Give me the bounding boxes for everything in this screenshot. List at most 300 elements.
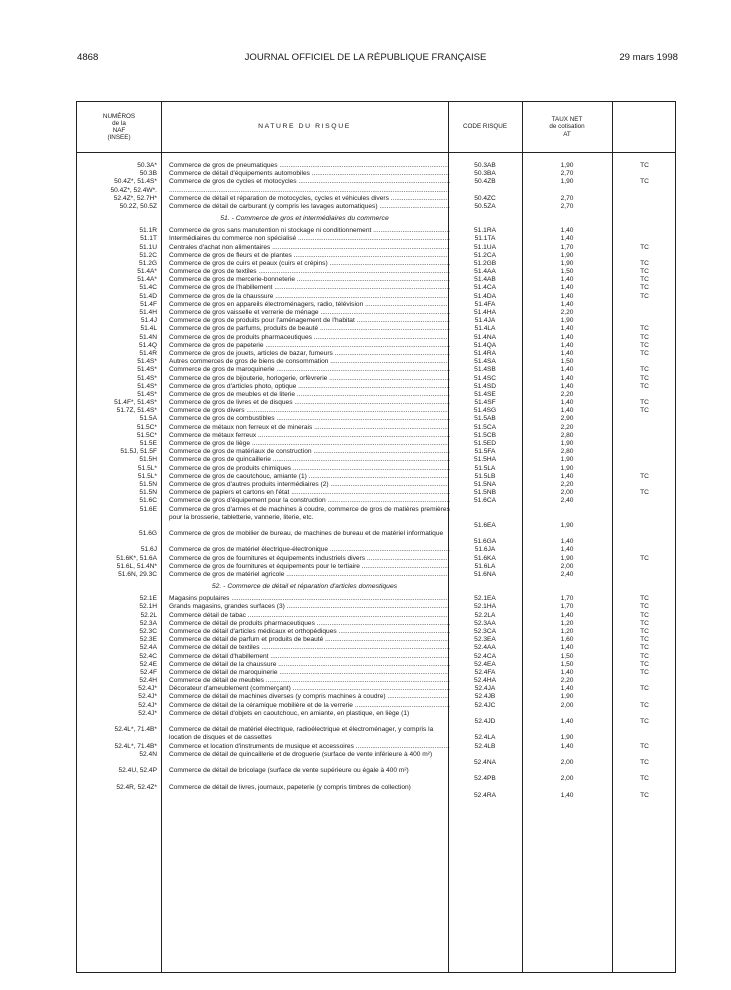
risk-code: 51.5FA xyxy=(474,448,496,456)
tc-flag: TC xyxy=(640,243,649,251)
naf-code: 51.6J xyxy=(140,546,157,554)
net-rate: 1,40 xyxy=(560,349,574,357)
net-rate: 1,40 xyxy=(560,300,574,308)
risk-label: Commerce de gros de produits pour l'aménagement de l'habitat ..... xyxy=(169,317,450,325)
risk-code: 52.4CA xyxy=(474,652,496,660)
risk-label: Commerce de détail de textiles ..... xyxy=(169,644,450,652)
risk-code: 51.4JA xyxy=(474,317,496,325)
table-row xyxy=(77,555,677,563)
risk-code: 51.5LB xyxy=(474,472,496,480)
risk-code: 51.1TA xyxy=(474,235,496,243)
tc-flag: TC xyxy=(640,259,649,267)
table-row xyxy=(77,178,677,186)
net-rate: 2,00 xyxy=(560,489,574,497)
table-row xyxy=(77,473,677,481)
risk-label: Commerce de détail de bricolage (surface de vente supérieure ou égale à 400 m²) xyxy=(169,767,409,775)
table-row xyxy=(77,325,677,333)
table-row xyxy=(77,530,677,546)
risk-code: 52.4JB xyxy=(474,693,496,701)
risk-label: Centrales d'achat non alimentaires ..... xyxy=(169,244,450,252)
naf-code: 51.4N xyxy=(139,333,157,341)
net-rate: 1,90 xyxy=(560,251,574,259)
risk-code: 51.5HA xyxy=(474,456,496,464)
table-row xyxy=(77,334,677,342)
net-rate: 1,40 xyxy=(560,668,574,676)
net-rate: 1,70 xyxy=(560,243,574,251)
table-row xyxy=(77,415,677,423)
risk-label: Commerce de gros de fleurs et de plantes ..... xyxy=(169,252,450,260)
header-line: TAUX NET xyxy=(551,116,583,124)
naf-code: 51.5E xyxy=(139,440,157,447)
risk-code: 52.1HA xyxy=(474,603,496,611)
table-row xyxy=(77,424,677,432)
risk-code: 51.4LA xyxy=(474,325,496,333)
risk-code: 52.3AA xyxy=(474,619,496,627)
naf-code: 51.4C xyxy=(139,284,157,292)
table-row xyxy=(77,636,677,644)
naf-code: 51.5H xyxy=(139,456,157,464)
tc-flag: TC xyxy=(640,268,649,276)
tc-flag: TC xyxy=(640,325,649,333)
header-line: AT xyxy=(563,130,571,138)
section-title: 51. - Commerce de gros et intermédiaires du commerce xyxy=(220,215,389,223)
tc-flag: TC xyxy=(640,775,649,783)
risk-code: 50.3BA xyxy=(474,170,496,178)
naf-code: 51.7Z, 51.4S* xyxy=(116,407,157,415)
table-row xyxy=(77,195,677,203)
naf-code: 51.6G xyxy=(139,530,157,538)
risk-label: Commerce de gros d'articles photo, optique ..... xyxy=(169,383,450,391)
risk-label: Commerce de détail de la céramique mobilière et de la verrerie ..... xyxy=(169,702,450,710)
naf-code: 52.4Z*, 52.7H* xyxy=(113,194,157,202)
tc-flag: TC xyxy=(640,349,649,357)
risk-label xyxy=(169,187,450,195)
risk-code: 52.4NA xyxy=(474,759,496,767)
risk-code: 51.6EA xyxy=(474,521,496,529)
net-rate: 2,20 xyxy=(560,309,574,316)
tc-flag: TC xyxy=(640,333,649,341)
tc-flag: TC xyxy=(640,382,649,390)
risk-label: Commerce de gros de combustibles ..... xyxy=(169,415,450,423)
risk-label: Commerce de gros d'autres produits intermédiaires (2) ..... xyxy=(169,481,450,489)
table-row xyxy=(77,432,677,440)
naf-code: 51.4S* xyxy=(137,390,157,398)
net-rate: 1,40 xyxy=(560,644,574,652)
naf-code: 51.4F*, 51.4S* xyxy=(114,399,157,407)
risk-code: 51.4FA xyxy=(474,300,496,308)
risk-code: 52.1EA xyxy=(474,595,496,603)
naf-code: 51.6K*, 51.6A xyxy=(116,554,157,562)
table-row xyxy=(77,653,677,661)
net-rate: 1,70 xyxy=(560,603,574,611)
table-row xyxy=(77,661,677,669)
table-row xyxy=(77,644,677,652)
table-row xyxy=(77,162,677,170)
naf-code: 52.3C xyxy=(139,627,157,635)
naf-code: 52.4J* xyxy=(138,701,157,709)
risk-code: 52.4HA xyxy=(474,677,496,685)
net-rate: 2,00 xyxy=(560,775,574,783)
net-rate: 1,40 xyxy=(560,366,574,374)
risk-label: Commerce de gros de fournitures et équipements industriels divers ..... xyxy=(169,555,450,563)
column-header-code: CODE RISQUE xyxy=(462,123,508,131)
risk-code: 50.3AB xyxy=(474,162,496,169)
naf-code: 51.6E xyxy=(139,505,157,513)
naf-code: 52.4C xyxy=(139,652,157,660)
naf-code: 52.3A xyxy=(139,619,157,627)
risk-label: Commerce de détail d'articles médicaux et orthopédiques ..... xyxy=(169,628,450,636)
risk-label: Commerce de gros de parfums, produits de beauté ..... xyxy=(169,325,450,333)
risk-label: Commerce de gros de maroquinerie ..... xyxy=(169,366,450,374)
risk-code: 51.4SF xyxy=(474,399,496,407)
tc-flag: TC xyxy=(640,619,649,627)
table-row xyxy=(77,407,677,415)
risk-label: Commerce de gros de produits chimiques ..... xyxy=(169,465,450,473)
net-rate: 1,40 xyxy=(560,374,574,382)
tc-flag: TC xyxy=(640,611,649,619)
table-row xyxy=(77,391,677,399)
risk-label: Commerce de gros d'équipement pour la construction ..... xyxy=(169,497,450,505)
table-row xyxy=(77,726,677,742)
risk-code: 51.5ED xyxy=(474,440,496,447)
naf-code: 50.3B xyxy=(139,170,157,178)
risk-label: Commerce de détail de maroquinerie ..... xyxy=(169,669,450,677)
naf-code: 52.4U, 52.4P xyxy=(118,767,157,775)
tc-flag: TC xyxy=(640,366,649,374)
naf-code: 51.6N, 29.3C xyxy=(118,571,157,579)
risk-label: Commerce de papiers et cartons en l'état ..... xyxy=(169,489,450,497)
table-row xyxy=(77,506,677,531)
section-title: 52. - Commerce de détail et réparation d'articles domestiques xyxy=(211,583,398,591)
naf-code: 52.1E xyxy=(139,595,157,603)
naf-code: 51.4A* xyxy=(137,268,157,276)
risk-code: 50.5ZA xyxy=(474,202,496,210)
risk-label: Commerce de gros sans manutention ni stockage ni conditionnement ..... xyxy=(169,227,450,235)
risk-code: 51.4SC xyxy=(474,374,496,382)
risk-code: 51.4SD xyxy=(474,382,496,390)
naf-code: 52.4A xyxy=(139,644,157,652)
naf-code: 51.5L* xyxy=(137,464,157,472)
table-row xyxy=(77,448,677,456)
net-rate: 1,20 xyxy=(560,619,574,627)
risk-code: 52.4JD xyxy=(474,718,496,726)
risk-code: 51.4SE xyxy=(474,390,496,398)
naf-code: 51.6L, 51.4N* xyxy=(116,562,157,570)
tc-flag: TC xyxy=(640,284,649,292)
naf-code: 51.4L xyxy=(140,325,157,333)
risk-label: Intermédiaires du commerce non spécialisé ..... xyxy=(169,235,450,243)
risk-code: 52.4LB xyxy=(474,742,496,750)
risk-label: Commerce de gros de cuirs et peaux (cuirs et crépins) ..... xyxy=(169,260,450,268)
risk-code: 51.4SG xyxy=(473,407,497,415)
risk-code: 52.4JA xyxy=(474,685,496,693)
naf-code: 52.4L*, 71.4B* xyxy=(114,726,157,734)
net-rate: 2,40 xyxy=(560,571,574,579)
risk-code: 52.4AA xyxy=(474,644,496,652)
section-heading xyxy=(77,579,677,595)
table-row xyxy=(77,481,677,489)
net-rate: 1,90 xyxy=(560,162,574,169)
table-row xyxy=(77,456,677,464)
table-row xyxy=(77,784,677,800)
tc-flag: TC xyxy=(640,489,649,497)
naf-code: 51.5C* xyxy=(136,423,157,431)
tc-flag: TC xyxy=(640,399,649,407)
table-row xyxy=(77,743,677,751)
naf-code: 51.1U xyxy=(139,243,157,251)
risk-label: Commerce de gros de meubles et de literie ..... xyxy=(169,391,450,399)
risk-code: 51.4AA xyxy=(474,268,496,276)
risk-code: 51.5NA xyxy=(474,480,496,488)
naf-code: 51.4F xyxy=(140,300,157,308)
risk-label: Commerce de gros d'armes et de machines à coudre, commerce de gros de matières premières pour la brosserie, tabletterie, vannerie, literie, etc. xyxy=(169,505,450,521)
net-rate: 1,90 xyxy=(560,259,574,267)
net-rate: 2,70 xyxy=(560,202,574,210)
column-header-naf xyxy=(77,102,161,152)
net-rate: 1,90 xyxy=(560,456,574,464)
risk-label: Commerce de détail de la chaussure ..... xyxy=(169,661,450,669)
tc-flag: TC xyxy=(640,660,649,668)
tc-flag: TC xyxy=(640,742,649,750)
header-line: NUMÉROS xyxy=(102,112,136,120)
risk-code: 51.4CA xyxy=(474,284,496,292)
naf-code: 52.4H xyxy=(139,677,157,685)
naf-code: 52.2L xyxy=(140,611,157,619)
table-row xyxy=(77,350,677,358)
net-rate: 1,40 xyxy=(560,546,574,554)
header-line: de la xyxy=(112,119,126,127)
tc-flag: TC xyxy=(640,374,649,382)
table-row xyxy=(77,677,677,685)
net-rate: 1,90 xyxy=(560,693,574,701)
risk-label: Commerce de gros de mobilier de bureau, de machines de bureau et de matériel informatique xyxy=(169,530,444,538)
table-row xyxy=(77,628,677,636)
risk-label: Commerce de gros de l'habillement ..... xyxy=(169,284,450,292)
net-rate: 2,20 xyxy=(560,480,574,488)
net-rate: 2,20 xyxy=(560,677,574,685)
risk-label: Commerce de gros en appareils électroménagers, radio, télévision ..... xyxy=(169,301,450,309)
risk-label: Commerce de détail de meubles ..... xyxy=(169,677,450,685)
table-row xyxy=(77,767,677,783)
table-row xyxy=(77,440,677,448)
risk-label: Commerce de gros de la chaussure ..... xyxy=(169,293,450,301)
tc-flag: TC xyxy=(640,759,649,767)
net-rate: 1,40 xyxy=(560,292,574,300)
risk-code: 51.4SB xyxy=(474,366,496,374)
table-row xyxy=(77,317,677,325)
risk-label: Commerce de détail de produits pharmaceutiques ..... xyxy=(169,620,450,628)
net-rate: 1,40 xyxy=(560,325,574,333)
naf-code: 52.4E xyxy=(139,660,157,668)
net-rate: 1,50 xyxy=(560,652,574,660)
naf-code: 52.3E xyxy=(139,636,157,644)
table-row xyxy=(77,252,677,260)
net-rate: 1,40 xyxy=(560,791,574,799)
net-rate: 1,40 xyxy=(560,276,574,284)
tc-flag: TC xyxy=(640,668,649,676)
risk-label: Commerce de gros de produits pharmaceutiques ..... xyxy=(169,334,450,342)
table-row xyxy=(77,710,677,726)
net-rate: 1,40 xyxy=(560,742,574,750)
risk-code: 51.4HA xyxy=(474,309,496,316)
table-row xyxy=(77,383,677,391)
publication-date: 29 mars 1998 xyxy=(619,52,678,63)
tc-flag: TC xyxy=(640,407,649,415)
table-row xyxy=(77,612,677,620)
tc-flag: TC xyxy=(640,595,649,603)
naf-code: 51.4A* xyxy=(137,276,157,284)
risk-label: Commerce de gros de quincaillerie ..... xyxy=(169,456,450,464)
risk-rate-table xyxy=(76,101,676,973)
risk-label: Commerce de gros de papeterie ..... xyxy=(169,342,450,350)
net-rate: 1,40 xyxy=(560,235,574,243)
risk-code: 51.4RA xyxy=(474,349,496,357)
risk-code: 51.6JA xyxy=(474,546,496,554)
risk-label: Commerce de détail de machines diverses (y compris machines à coudre) ..... xyxy=(169,693,450,701)
tc-flag: TC xyxy=(640,701,649,709)
table-row xyxy=(77,170,677,178)
tc-flag: TC xyxy=(640,627,649,635)
net-rate: 2,80 xyxy=(560,431,574,439)
table-row xyxy=(77,685,677,693)
naf-code: 52.4L*, 71.4B* xyxy=(114,742,157,750)
naf-code: 50.4Z*, 51.4S* xyxy=(114,178,157,186)
naf-code: 52.4F xyxy=(140,668,157,676)
risk-label: Commerce de gros divers ..... xyxy=(169,407,450,415)
risk-code: 51.4QA xyxy=(473,341,497,349)
table-row xyxy=(77,571,677,579)
risk-code: 52.4PB xyxy=(474,775,496,783)
tc-flag: TC xyxy=(640,178,649,186)
naf-code: 51.4S* xyxy=(137,358,157,366)
risk-code: 52.4RA xyxy=(474,791,496,799)
tc-flag: TC xyxy=(640,652,649,660)
risk-label: Décorateur d'ameublement (commerçant) ..... xyxy=(169,685,450,693)
naf-code: 51.4S* xyxy=(137,374,157,382)
net-rate: 1,90 xyxy=(560,521,574,529)
table-row xyxy=(77,268,677,276)
table-row xyxy=(77,399,677,407)
risk-label: Commerce de détail de carburant (y compris les lavages automatiques) ..... xyxy=(169,203,450,211)
net-rate: 1,20 xyxy=(560,627,574,635)
naf-code: 51.1R xyxy=(139,227,157,235)
net-rate: 2,70 xyxy=(560,194,574,202)
risk-label: Commerce de gros de pneumatiques ..... xyxy=(169,162,450,170)
net-rate: 1,90 xyxy=(560,317,574,325)
naf-code: 51.5L* xyxy=(137,472,157,480)
risk-label: Commerce de détail d'équipements automobiles ..... xyxy=(169,170,450,178)
table-row xyxy=(77,366,677,374)
risk-code: 51.5LA xyxy=(474,464,496,472)
risk-code: 52.3CA xyxy=(474,627,496,635)
risk-label: Commerce de gros de textiles ..... xyxy=(169,268,450,276)
naf-code: 51.4S* xyxy=(137,382,157,390)
risk-label: Commerce de gros de matériaux de construction ..... xyxy=(169,448,450,456)
risk-label: Commerce de métaux ferreux ..... xyxy=(169,432,450,440)
naf-code: 51.5N xyxy=(139,480,157,488)
risk-code: 51.5CB xyxy=(474,431,496,439)
table-row xyxy=(77,187,677,195)
table-row xyxy=(77,276,677,284)
risk-code: 51.1UA xyxy=(474,243,496,251)
net-rate: 1,90 xyxy=(560,464,574,472)
naf-code: 51.5N xyxy=(139,489,157,497)
net-rate: 2,00 xyxy=(560,562,574,570)
risk-label: Autres commerces de gros de biens de consommation ..... xyxy=(169,358,450,366)
naf-code: 52.4J* xyxy=(138,693,157,701)
naf-code: 52.4J* xyxy=(138,685,157,693)
table-row xyxy=(77,546,677,554)
page-number: 4868 xyxy=(77,52,99,63)
net-rate: 1,40 xyxy=(560,382,574,390)
tc-flag: TC xyxy=(640,292,649,300)
risk-label: Commerce de gros de caoutchouc, amiante (1) ..... xyxy=(169,473,450,481)
net-rate: 1,50 xyxy=(560,358,574,366)
naf-code: 51.1T xyxy=(140,235,157,243)
net-rate: 1,40 xyxy=(560,407,574,415)
risk-label: Commerce de gros de cycles et motocycles ..... xyxy=(169,178,450,186)
table-row xyxy=(77,603,677,611)
naf-code: 51.4Q xyxy=(139,341,157,349)
naf-code: 51.6C xyxy=(139,497,157,505)
tc-flag: TC xyxy=(640,472,649,480)
net-rate: 2,70 xyxy=(560,170,574,178)
risk-code: 51.2GB xyxy=(473,259,497,267)
risk-label: Magasins populaires ..... xyxy=(169,595,450,603)
naf-code: 51.4J xyxy=(140,317,157,325)
table-row xyxy=(77,227,677,235)
naf-code: 51.4R xyxy=(139,349,157,357)
risk-label: Commerce de gros de matériel électrique-électronique ..... xyxy=(169,546,450,554)
journal-title: JOURNAL OFFICIEL DE LA RÉPUBLIQUE FRANÇAISE xyxy=(244,52,487,63)
tc-flag: TC xyxy=(640,791,649,799)
table-row xyxy=(77,301,677,309)
risk-code: 50.4ZB xyxy=(474,178,496,186)
net-rate: 2,40 xyxy=(560,497,574,505)
net-rate: 1,90 xyxy=(560,440,574,447)
table-row xyxy=(77,235,677,243)
naf-code: 50.3A* xyxy=(137,162,157,169)
net-rate: 1,50 xyxy=(560,268,574,276)
naf-code: 51.2C xyxy=(139,251,157,259)
table-row xyxy=(77,497,677,505)
risk-label: Commerce de détail d'habillement ..... xyxy=(169,653,450,661)
risk-label: Commerce de gros de fournitures et équipements pour le tertiaire ..... xyxy=(169,563,450,571)
table-row xyxy=(77,465,677,473)
header-line: NAF xyxy=(112,127,126,134)
risk-label: Commerce de gros de jouets, articles de bazar, fumeurs ..... xyxy=(169,350,450,358)
risk-label: Commerce de gros de matériel agricole ..... xyxy=(169,571,450,579)
risk-code: 50.4ZC xyxy=(474,194,496,202)
risk-code: 51.4SA xyxy=(474,358,496,366)
table-row xyxy=(77,309,677,317)
risk-label: Commerce de détail de quincaillerie et de droguerie (surface de vente inférieure à 400 m²) xyxy=(169,750,433,758)
risk-code: 51.6NA xyxy=(474,571,496,579)
tc-flag: TC xyxy=(640,554,649,562)
naf-code: 51.2G xyxy=(139,259,157,267)
naf-code: 51.4H xyxy=(139,309,157,316)
tc-flag: TC xyxy=(640,685,649,693)
table-row xyxy=(77,260,677,268)
net-rate: 1,40 xyxy=(560,399,574,407)
risk-label: Commerce de détail de matériel électrique, radioélectrique et électroménager, y compris la location de disques et de cassettes xyxy=(169,726,434,742)
risk-label: Commerce de détail d'objets en caoutchouc, en amiante, en plastique, en liège (1) xyxy=(169,709,410,717)
net-rate: 1,90 xyxy=(560,554,574,562)
risk-code: 51.1RA xyxy=(474,227,496,235)
naf-code: 52.4J* xyxy=(138,709,157,717)
risk-code: 51.2CA xyxy=(474,251,496,259)
table-row xyxy=(77,244,677,252)
